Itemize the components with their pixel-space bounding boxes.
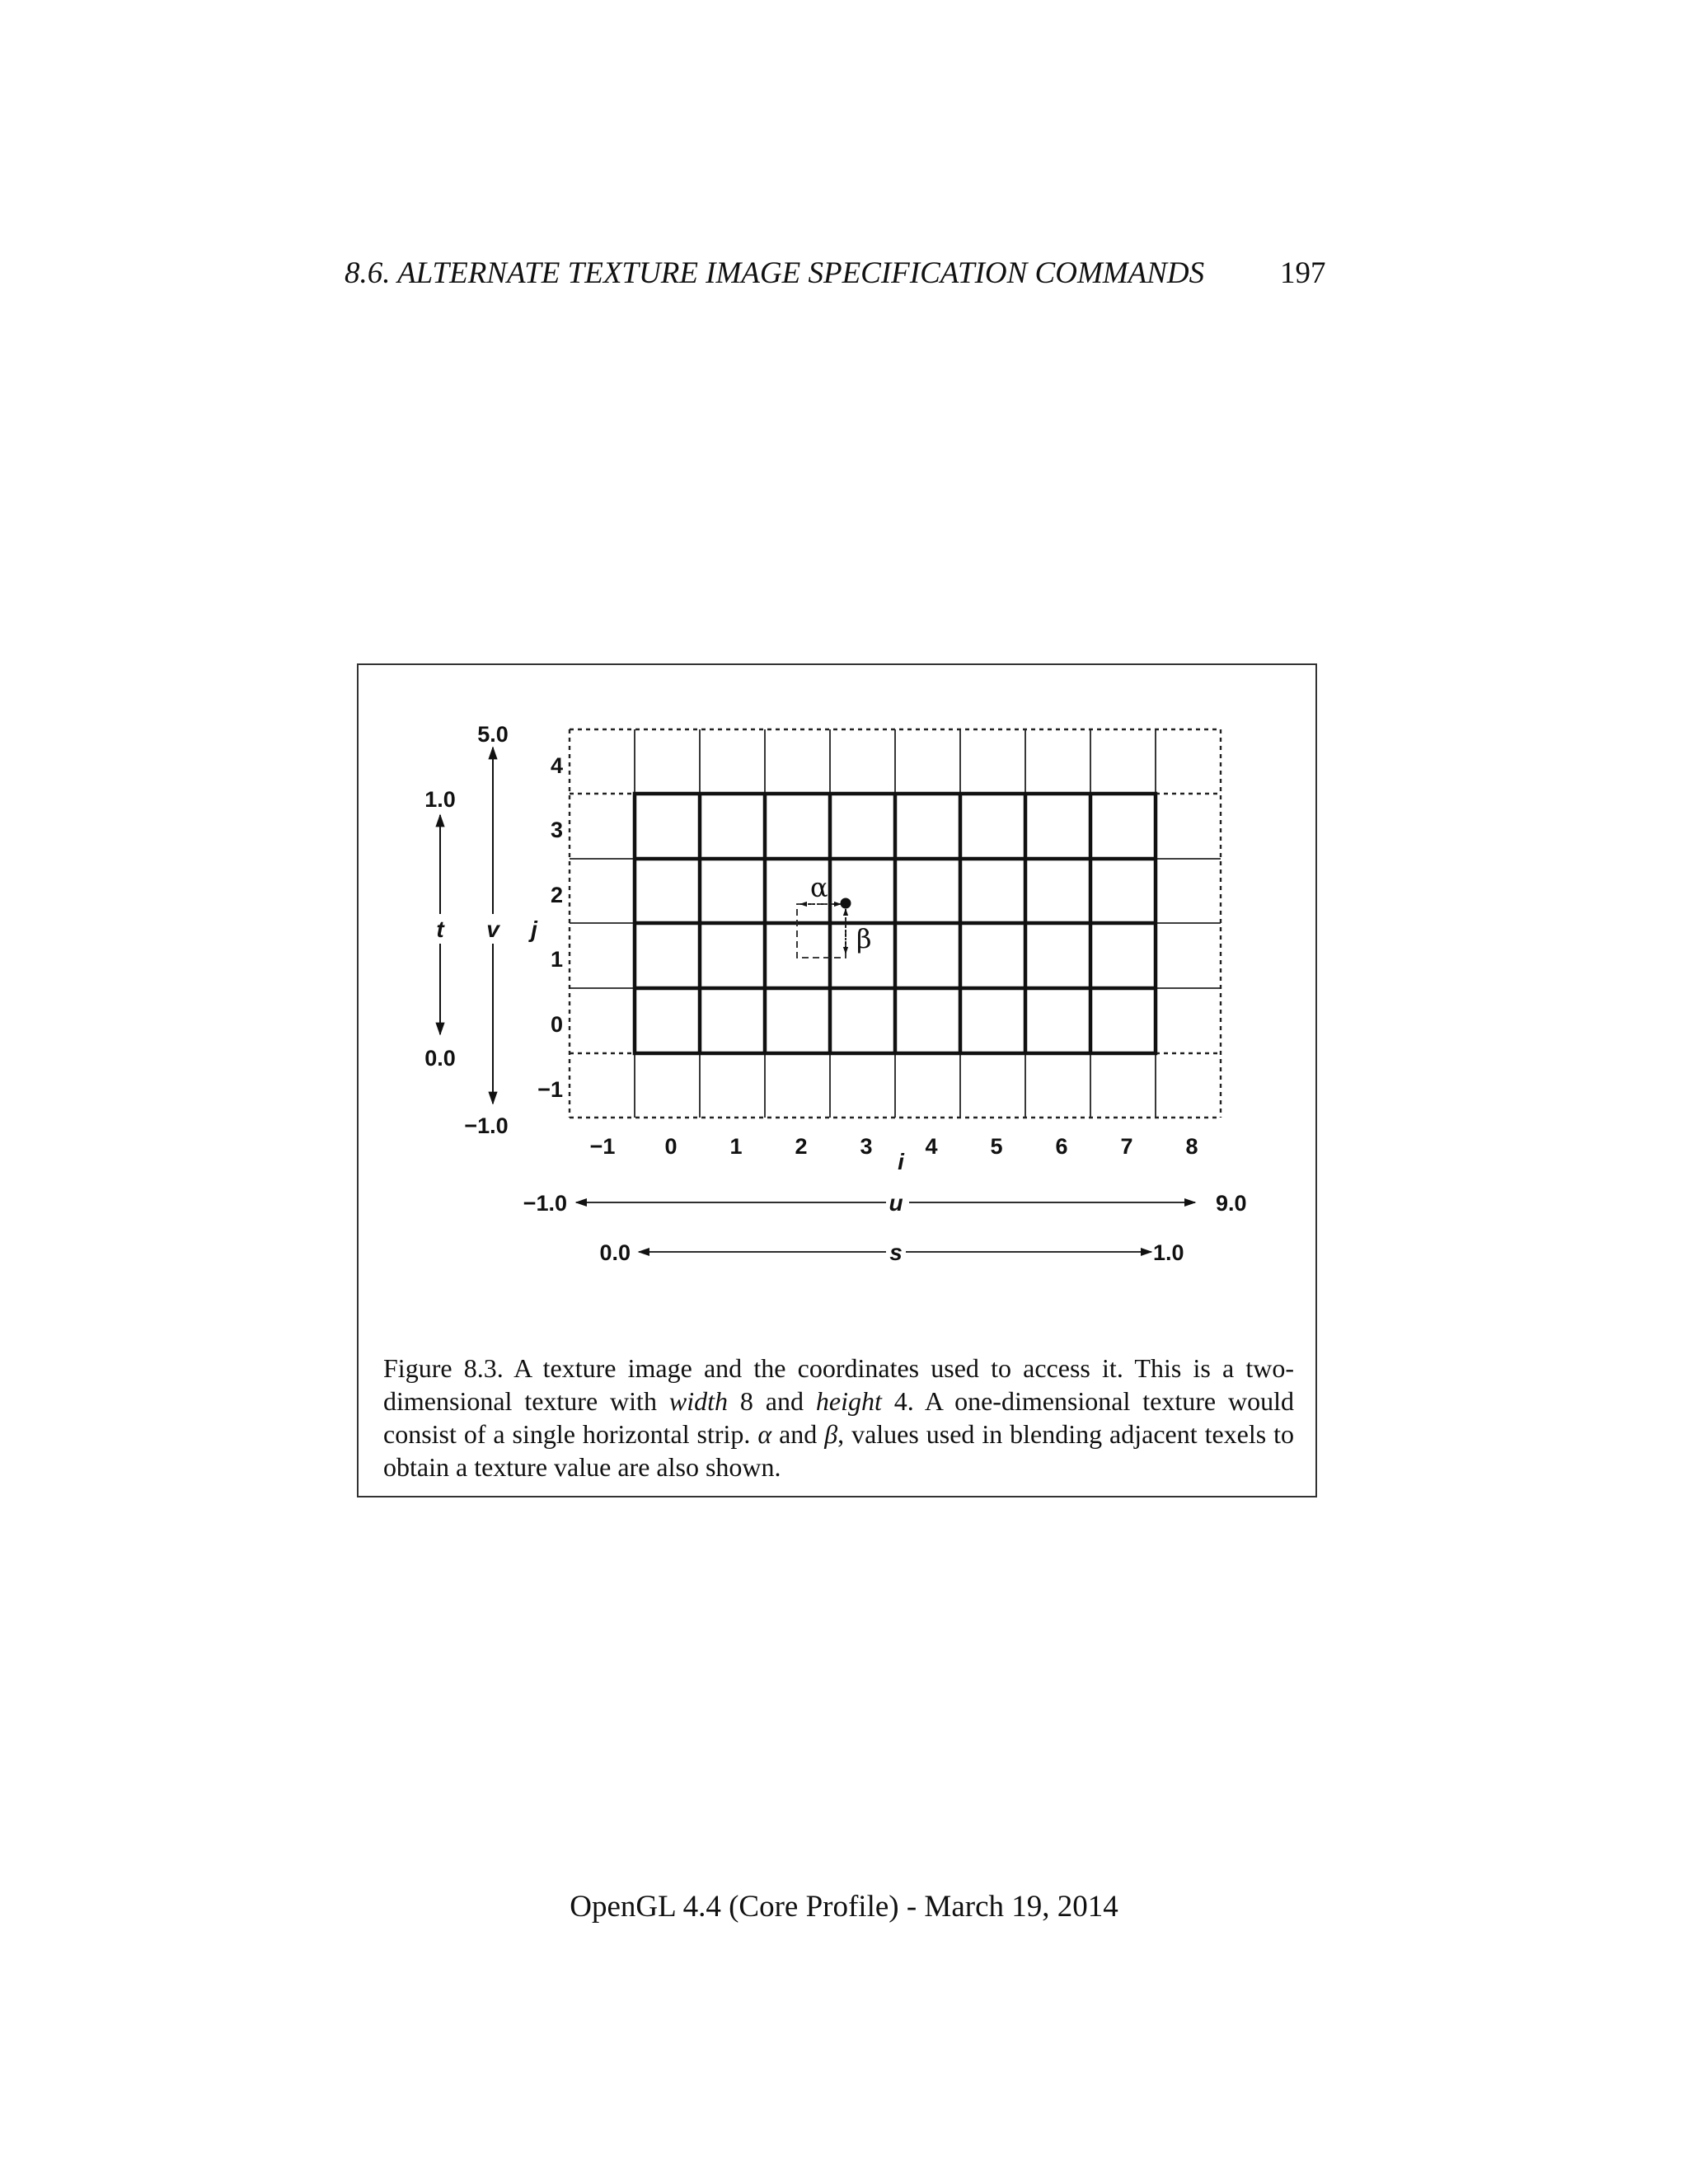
t-axis [424,787,456,1071]
s-right-label: 1.0 [1153,1240,1184,1265]
s-axis [599,1240,1184,1265]
j-axis [528,753,563,1102]
beta-label: β [856,923,872,954]
j-tick-label: 0 [550,1012,563,1037]
caption-beta-symbol: β [824,1419,838,1449]
i-tick-label: 8 [1185,1134,1198,1159]
u-axis [523,1190,1247,1216]
caption-text: Figure 8.3. A texture image and the coordinates used to access it. This is a two-dimensional texture with [383,1353,1294,1416]
u-right-label: 9.0 [1216,1191,1247,1216]
i-axis-label: i [898,1149,904,1174]
sample-point-detail [797,872,872,958]
page-footer: OpenGL 4.4 (Core Profile) - March 19, 2014 [570,1890,1118,1924]
i-tick-label: 7 [1120,1134,1133,1159]
page-number: 197 [1280,256,1326,290]
i-axis [590,1134,1198,1174]
sample-point [841,898,851,909]
caption-width-term: width [668,1386,728,1416]
figure-caption [383,1352,1294,1483]
i-tick-label: −1 [589,1134,616,1159]
i-tick-label: 1 [729,1134,743,1159]
i-tick-label: 3 [860,1134,873,1159]
u-axis-label: u [889,1190,903,1216]
s-left-label: 0.0 [599,1240,631,1265]
caption-text: 4. A one-dimensional texture would consist of a single horizontal strip. [383,1386,1295,1449]
s-axis-label: s [889,1240,903,1265]
i-tick-label: 4 [925,1134,938,1159]
caption-text: , values used in blending adjacent texels to obtain a texture value are also shown. [383,1419,1295,1482]
i-tick-label: 2 [795,1134,808,1159]
v-top-label: 5.0 [477,722,509,747]
caption-height-term: height [815,1386,882,1416]
j-axis-label: j [531,916,537,942]
texel-grid [570,729,1221,1118]
caption-text: and [771,1419,825,1449]
u-left-label: −1.0 [523,1191,567,1216]
alpha-label: α [810,872,828,903]
j-tick-label: 3 [550,818,563,842]
i-tick-label: 0 [664,1134,678,1159]
t-axis-label: t [436,916,444,942]
v-bottom-label: −1.0 [464,1113,509,1138]
j-tick-label: 4 [550,753,563,778]
i-tick-label: 5 [990,1134,1003,1159]
v-axis-label: v [486,916,499,942]
section-title: 8.6. ALTERNATE TEXTURE IMAGE SPECIFICATION COMMANDS [345,256,1205,290]
page-header [345,255,1334,297]
caption-alpha-symbol: α [757,1419,772,1449]
i-tick-label: 6 [1055,1134,1068,1159]
j-tick-label: 1 [550,947,563,972]
t-top-label: 1.0 [424,787,456,812]
caption-text: 8 and [727,1386,816,1416]
j-tick-label: 2 [550,883,563,907]
v-axis [464,722,508,1138]
j-tick-label: −1 [537,1077,563,1102]
t-bottom-label: 0.0 [424,1046,456,1071]
